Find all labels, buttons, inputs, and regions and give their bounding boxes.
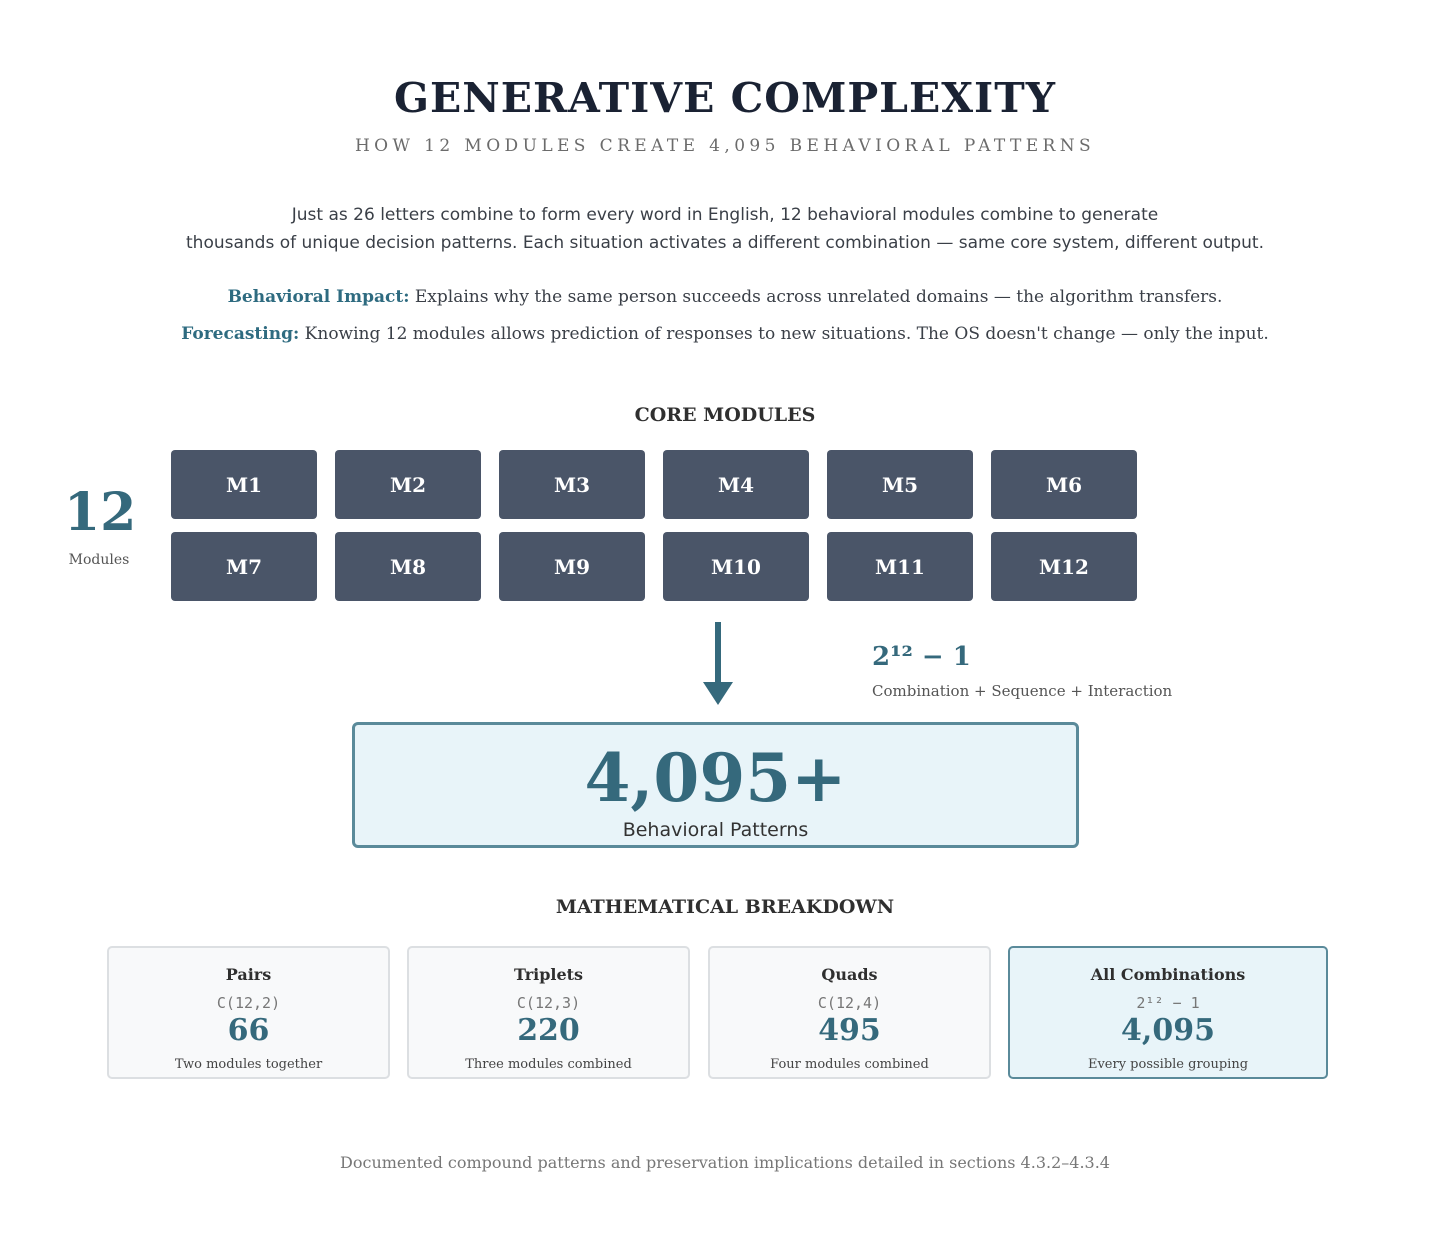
forecasting-label: Forecasting: — [181, 324, 300, 344]
card-description: Every possible grouping — [1087, 1057, 1249, 1072]
footer-note: Documented compound patterns and preservation implications detailed in sections 4.3.2–4.3.4 — [340, 1153, 1110, 1172]
module-m6: M6 — [991, 450, 1137, 519]
module-m12: M12 — [991, 532, 1137, 601]
card-value: 495 — [818, 1013, 881, 1048]
module-m7: M7 — [171, 532, 317, 601]
formula-note: Combination + Sequence + Interaction — [872, 682, 1173, 700]
card-description: Three modules combined — [465, 1057, 632, 1072]
module-m10: M10 — [663, 532, 809, 601]
intro-line-1: Just as 26 letters combine to form every word in English, 12 behavioral modules combine to generate — [291, 205, 1159, 225]
core-modules-heading: CORE MODULES — [634, 404, 816, 426]
page-title: GENERATIVE COMPLEXITY — [393, 74, 1057, 122]
card-formula: 2¹² − 1 — [1136, 994, 1200, 1012]
down-arrow-shaft — [715, 622, 721, 684]
breakdown-card-pairs — [107, 946, 390, 1079]
breakdown-card-quads — [708, 946, 991, 1079]
breakdown-card-triplets — [407, 946, 690, 1079]
module-m4: M4 — [663, 450, 809, 519]
card-formula: C(12,4) — [817, 994, 882, 1012]
module-m5: M5 — [827, 450, 973, 519]
card-description: Four modules combined — [770, 1057, 929, 1072]
breakdown-heading: MATHEMATICAL BREAKDOWN — [555, 896, 895, 918]
card-description: Two modules together — [174, 1057, 323, 1072]
result-label: Behavioral Patterns — [622, 819, 809, 841]
module-m8: M8 — [335, 532, 481, 601]
card-title: Pairs — [225, 965, 272, 984]
card-value: 4,095 — [1121, 1013, 1215, 1048]
module-count: 12 — [64, 482, 137, 543]
module-m1: M1 — [171, 450, 317, 519]
breakdown-card-all-combinations — [1008, 946, 1328, 1079]
page-subtitle: HOW 12 MODULES CREATE 4,095 BEHAVIORAL PATTERNS — [354, 136, 1096, 156]
impact-paragraph — [0, 287, 1450, 307]
module-m9: M9 — [499, 532, 645, 601]
module-m11: M11 — [827, 532, 973, 601]
card-formula: C(12,3) — [516, 994, 581, 1012]
combination-formula: 2¹² − 1 — [872, 642, 971, 672]
card-value: 220 — [517, 1013, 580, 1048]
card-title: Triplets — [513, 965, 584, 984]
forecasting-paragraph — [0, 324, 1450, 344]
module-count-label: Modules — [68, 552, 130, 568]
impact-text: Explains why the same person succeeds across unrelated domains — the algorithm transfers. — [409, 287, 1223, 307]
forecasting-text: Knowing 12 modules allows prediction of responses to new situations. The OS doesn't change — only the input. — [299, 324, 1269, 344]
card-title: All Combinations — [1090, 965, 1246, 984]
module-m3: M3 — [499, 450, 645, 519]
result-box — [352, 722, 1079, 848]
card-title: Quads — [821, 965, 878, 984]
result-value: 4,095+ — [584, 739, 847, 817]
module-m2: M2 — [335, 450, 481, 519]
down-arrow-icon — [703, 682, 733, 705]
impact-label: Behavioral Impact: — [227, 287, 410, 307]
card-formula: C(12,2) — [216, 994, 281, 1012]
intro-line-2: thousands of unique decision patterns. Each situation activates a different combination — same core system, different output. — [186, 233, 1264, 253]
card-value: 66 — [227, 1013, 270, 1048]
